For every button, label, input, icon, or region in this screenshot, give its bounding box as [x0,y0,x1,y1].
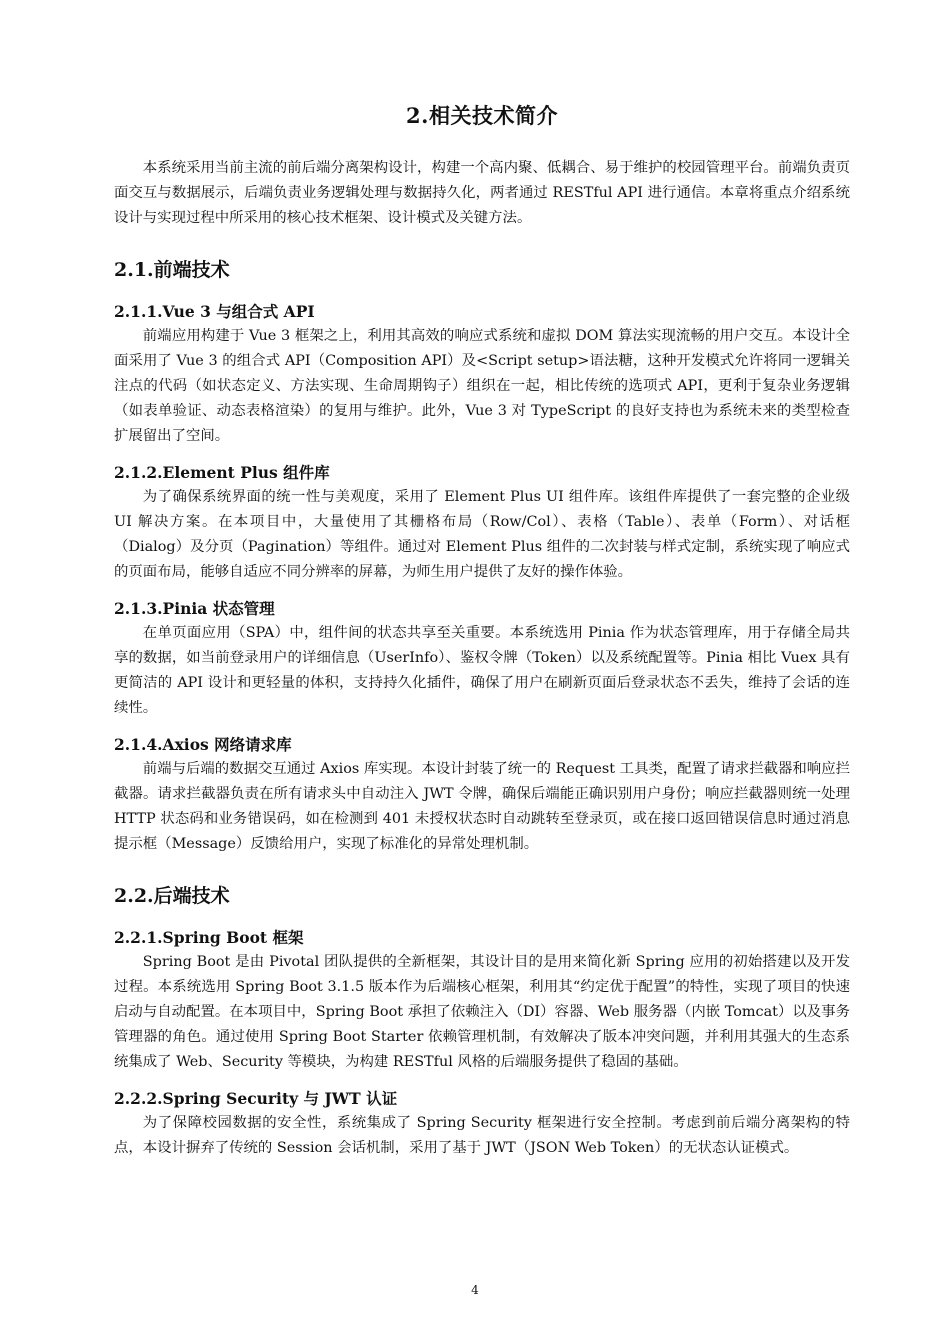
subsection-text: Spring Boot 是由 Pivotal 团队提供的全新框架，其设计目的是用来简化新 Spring 应用的初始搭建以及开发过程。本系统选用 Spring Boot 3.1.5 版本作为后端核心框架，利用其“约定优于配置”的特性，实现了项目的快速启动与自动配置。在本项目中，Spring Boot 承担了依赖注入（DI）容器、Web 服务器（内嵌 Tomcat）以及事务管理器的角色。通过使用 Spring Boot Starter 依赖管理机制，有效解决了版本冲突问题，并利用其强大的生态系统集成了 Web、Security 等模块，为构建 RESTful 风格的后端服务提供了稳固的基础。 [114,954,850,1070]
section-title: 2.2.后端技术 [114,885,230,907]
subsection-title: 2.1.1.Vue 3 与组合式 API [114,302,315,321]
section-frontend [114,255,850,857]
subsection-title: 2.2.2.Spring Security 与 JWT 认证 [114,1089,398,1108]
subsection-text: 前端与后端的数据交互通过 Axios 库实现。本设计封装了统一的 Request 工具类，配置了请求拦截器和响应拦截器。请求拦截器负责在所有请求头中自动注入 JWT 令牌，确保后端能正确识别用户身份；响应拦截器则统一处理 HTTP 状态码和业务错误码，如在检测到 401 未授权状态时自动跳转至登录页，或在接口返回错误信息时通过消息提示框（Message）反馈给用户，实现了标准化的异常处理机制。 [114,761,850,852]
chapter-intro: 本系统采用当前主流的前后端分离架构设计，构建一个高内聚、低耦合、易于维护的校园管理平台。前端负责页面交互与数据展示，后端负责业务逻辑处理与数据持久化，两者通过 RESTful API 进行通信。本章将重点介绍系统设计与实现过程中所采用的核心技术框架、设计模式及关键方法。 [114,160,850,226]
section-title: 2.1.前端技术 [114,259,230,281]
chapter-title: 2.相关技术简介 [406,103,558,128]
subsection-text: 前端应用构建于 Vue 3 框架之上，利用其高效的响应式系统和虚拟 DOM 算法实现流畅的用户交互。本设计全面采用了 Vue 3 的组合式 API（Composition API）及<Script setup>语法糖，这种开发模式允许将同一逻辑关注点的代码（如状态定义、方法实现、生命周期钩子）组织在一起，相比传统的选项式 API，更利于复杂业务逻辑（如表单验证、动态表格渲染）的复用与维护。此外，Vue 3 对 TypeScript 的良好支持也为系统未来的类型检查扩展留出了空间。 [114,328,850,444]
page-number: 4 [471,1283,479,1297]
subsection-text: 为了保障校园数据的安全性，系统集成了 Spring Security 框架进行安全控制。考虑到前后端分离架构的特点，本设计摒弃了传统的 Session 会话机制，采用了基于 JWT（JSON Web Token）的无状态认证模式。 [114,1115,850,1156]
section-backend [114,881,850,1161]
subsection-title: 2.1.2.Element Plus 组件库 [114,463,330,482]
subsection-title: 2.1.4.Axios 网络请求库 [114,735,292,754]
subsection-title: 2.1.3.Pinia 状态管理 [114,599,275,618]
subsection-title: 2.2.1.Spring Boot 框架 [114,928,304,947]
subsection-text: 在单页面应用（SPA）中，组件间的状态共享至关重要。本系统选用 Pinia 作为状态管理库，用于存储全局共享的数据，如当前登录用户的详细信息（UserInfo）、鉴权令牌（Token）以及系统配置等。Pinia 相比 Vuex 具有更简洁的 API 设计和更轻量的体积，支持持久化插件，确保了用户在刷新页面后登录状态不丢失，维持了会话的连续性。 [114,625,850,716]
subsection-text: 为了确保系统界面的统一性与美观度，采用了 Element Plus UI 组件库。该组件库提供了一套完整的企业级 UI 解决方案。在本项目中，大量使用了其栅格布局（Row/Col）、表格（Table）、表单（Form）、对话框（Dialog）及分页（Pagination）等组件。通过对 Element Plus 组件的二次封装与样式定制，系统实现了响应式的页面布局，能够自适应不同分辨率的屏幕，为师生用户提供了友好的操作体验。 [114,489,850,580]
document-page [114,100,850,1161]
